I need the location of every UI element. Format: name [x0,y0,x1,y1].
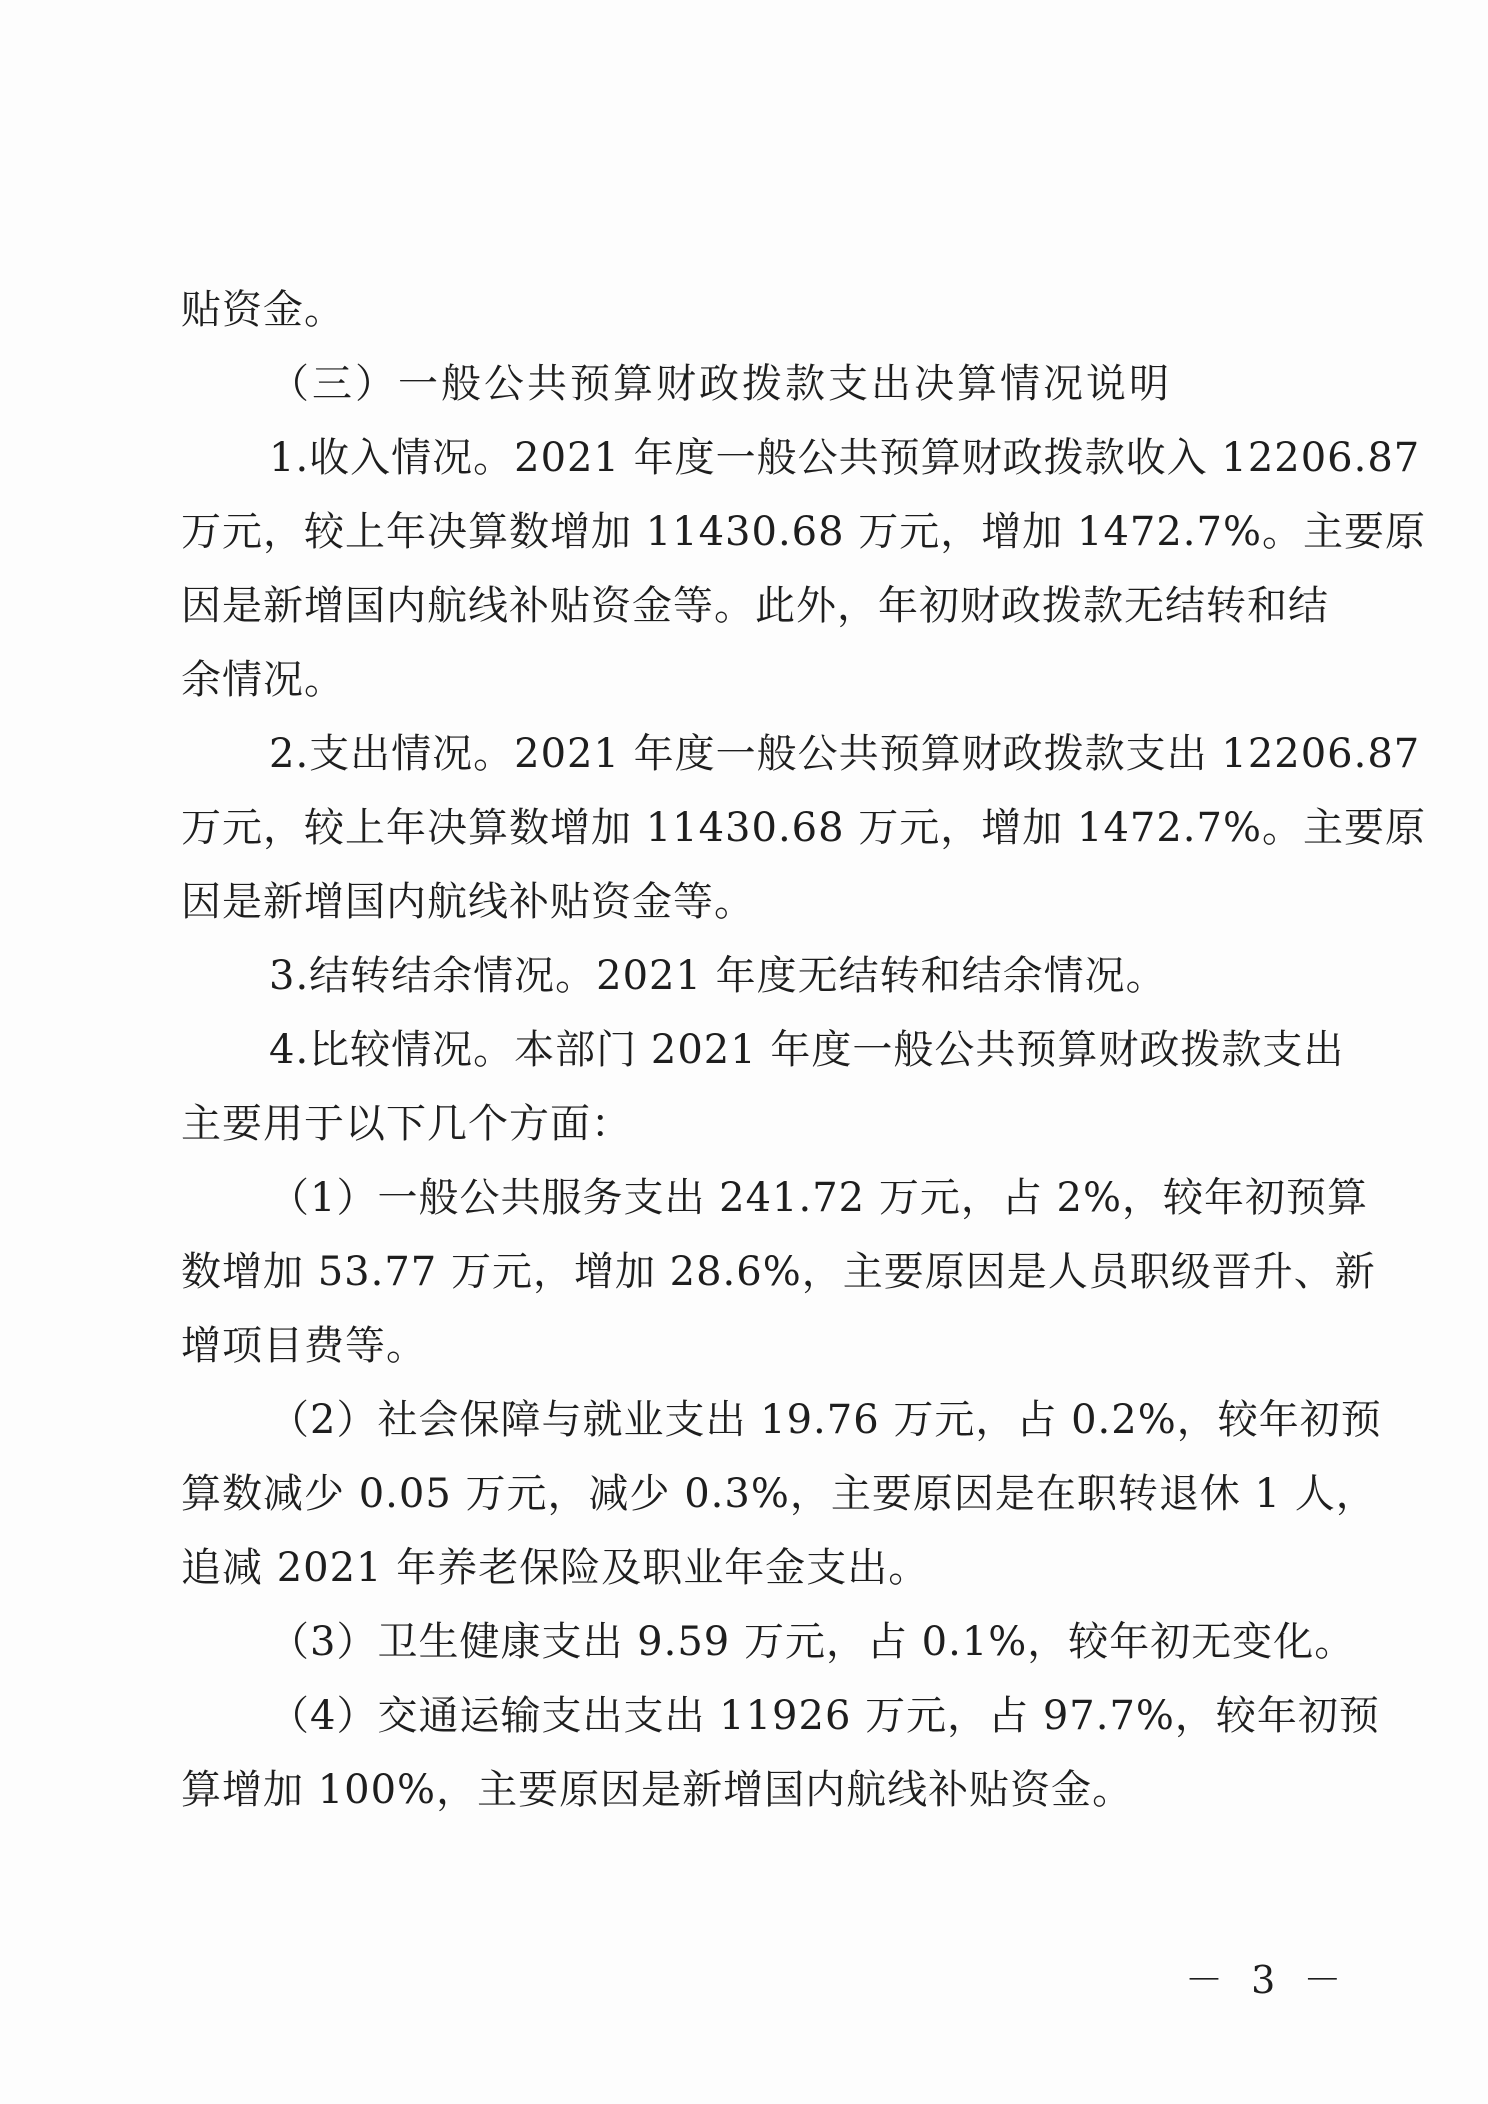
text-line: （3）卫生健康支出 9.59 万元，占 0.1%，较年初无变化。 [269,1619,1356,1665]
section-heading: （三）一般公共预算财政拨款支出决算情况说明 [269,361,1172,407]
text-line: 主要用于以下几个方面： [181,1101,632,1147]
text-line: 算增加 100%，主要原因是新增国内航线补贴资金。 [181,1767,1134,1813]
text-line: （4）交通运输支出支出 11926 万元，占 97.7%，较年初预 [269,1693,1380,1739]
text-line: 因是新增国内航线补贴资金等。此外，年初财政拨款无结转和结 [181,583,1329,629]
text-line: 4.比较情况。本部门 2021 年度一般公共预算财政拨款支出 [269,1027,1345,1073]
text-line: 增项目费等。 [181,1323,427,1369]
text-line: （2）社会保障与就业支出 19.76 万元，占 0.2%，较年初预 [269,1397,1382,1443]
text-line: 算数减少 0.05 万元，减少 0.3%，主要原因是在职转退休 1 人， [181,1471,1377,1517]
page-number: － 3 － [1185,1958,1350,2002]
text-line: 数增加 53.77 万元，增加 28.6%，主要原因是人员职级晋升、新 [181,1249,1376,1295]
text-line: 万元，较上年决算数增加 11430.68 万元，增加 1472.7%。主要原 [181,509,1426,555]
document-body [181,273,1426,1827]
text-line: 万元，较上年决算数增加 11430.68 万元，增加 1472.7%。主要原 [181,805,1426,851]
text-line: 因是新增国内航线补贴资金等。 [181,879,755,925]
text-line: （1）一般公共服务支出 241.72 万元，占 2%，较年初预算 [269,1175,1369,1221]
text-line: 余情况。 [181,657,345,703]
text-line: 3.结转结余情况。2021 年度无结转和结余情况。 [269,953,1167,999]
text-line: 追减 2021 年养老保险及职业年金支出。 [181,1545,930,1591]
text-line: 1.收入情况。2021 年度一般公共预算财政拨款收入 12206.87 [269,435,1421,481]
text-line: 2.支出情况。2021 年度一般公共预算财政拨款支出 12206.87 [269,731,1421,777]
text-line: 贴资金。 [181,287,345,333]
